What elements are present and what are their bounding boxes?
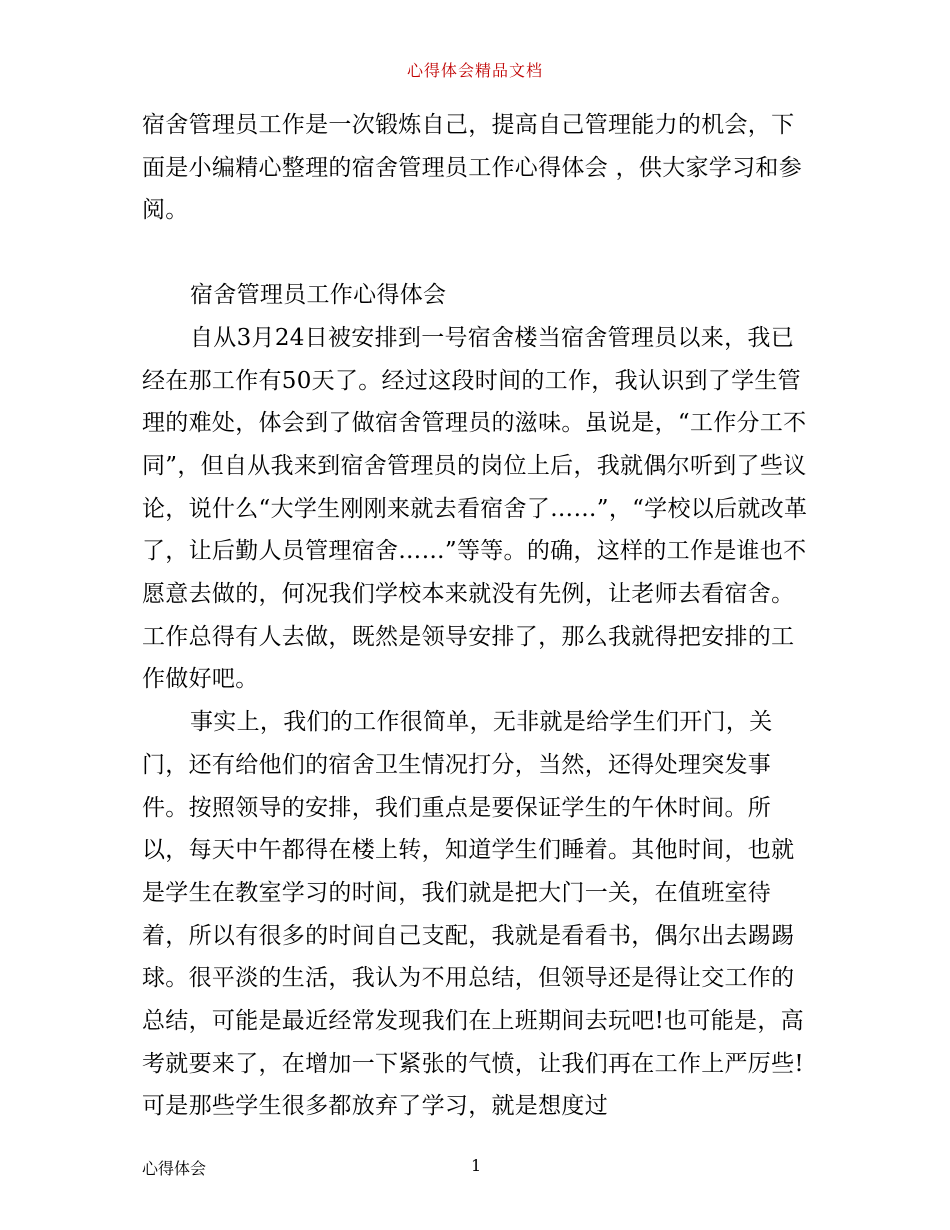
article-title: 宿舍管理员工作心得体会 (190, 282, 447, 309)
footer-label: 心得体会 (142, 1159, 207, 1178)
page-number: 1 (471, 1156, 482, 1175)
paragraph-spacer (142, 232, 812, 274)
body-paragraph-1: 自从3月24日被安排到一号宿舍楼当宿舍管理员以来，我已经在那工作有50天了。经过这段时间的工作，我认识到了学生管理的难处，体会到了做宿舍管理员的滋味。虽说是，“工作分工不同”，但自从我来到宿舍管理员的岗位上后，我就偶尔听到了些议论，说什么“大学生刚刚来就去看宿舍了……”，“学校以后就改革了，让后勤人员管理宿舍……”等等。的确，这样的工作是谁也不愿意去做的，何况我们学校本来就没有先例，让老师去看宿舍。工作总得有人去做，既然是领导安排了，那么我就得把安排的工作做好吧。 (142, 324, 808, 693)
body-paragraph-2: 事实上，我们的工作很简单，无非就是给学生们开门，关门，还有给他们的宿舍卫生情况打分，当然，还得处理突发事件。按照领导的安排，我们重点是要保证学生的午休时间。所以，每天中午都得在楼上转，知道学生们睡着。其他时间，也就是学生在教室学习的时间，我们就是把大门一关，在值班室待着，所以有很多的时间自己支配，我就是看看书，偶尔出去踢踢球。很平淡的生活，我认为不用总结，但领导还是得让交工作的总结，可能是最近经常发现我们在上班期间去玩吧!也可能是，高考就要来了，在增加一下紧张的气愤，让我们再在工作上严厉些!可是那些学生很多都放弃了学习，就是想度过 (142, 709, 804, 1120)
intro-paragraph: 宿舍管理员工作是一次锻炼自己，提高自己管理能力的机会，下面是小编精心整理的宿舍管理员工作心得体会 ，供大家学习和参阅。 (142, 112, 803, 224)
document-body (142, 104, 812, 1128)
document-header-title: 心得体会精品文档 (406, 61, 543, 80)
